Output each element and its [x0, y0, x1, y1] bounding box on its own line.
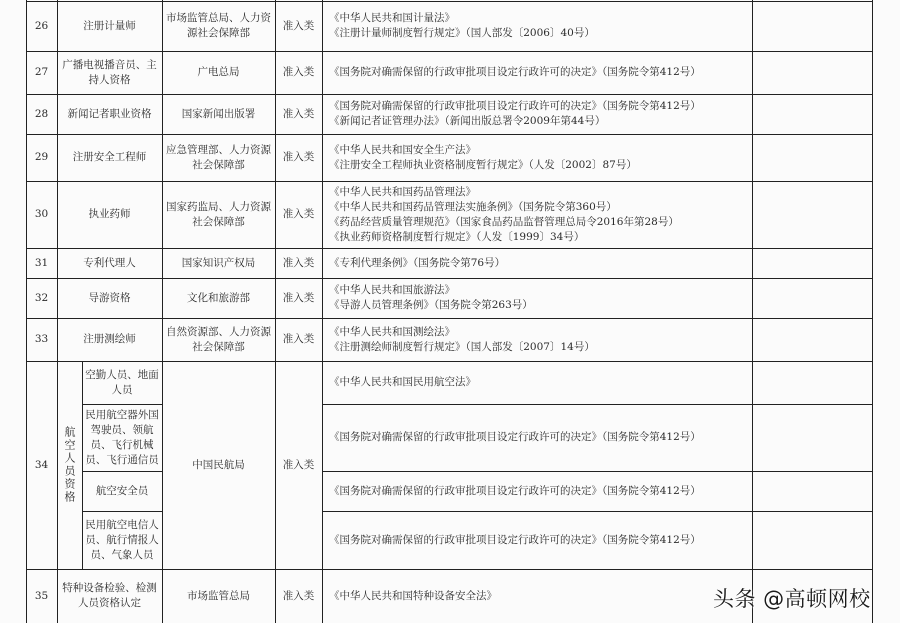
- department-text: 国家药监局、人力资源社会保障部: [166, 200, 271, 228]
- basis-line: 《中华人民共和国药品管理法实施条例》（国务院令第360号）: [329, 200, 617, 213]
- remarks: [752, 181, 872, 248]
- category-text: 准入类: [282, 66, 315, 78]
- category-text: 准入类: [282, 19, 315, 32]
- remarks: [752, 51, 872, 94]
- department: [162, 181, 275, 248]
- basis-line: 《中华人民共和国安全生产法》: [329, 143, 476, 156]
- remarks: [752, 318, 872, 361]
- row-divider: [82, 511, 162, 512]
- remarks: [752, 471, 872, 511]
- department: [162, 51, 275, 94]
- department-text: 中国民航局: [192, 458, 245, 471]
- qualification-name: [57, 248, 162, 278]
- category-text: 准入类: [282, 208, 315, 220]
- column-divider: [26, 0, 27, 623]
- sub-qualification-name: [82, 404, 162, 471]
- legal-basis: [322, 569, 752, 623]
- row-number-text: 27: [34, 66, 49, 78]
- row-divider: [322, 511, 872, 512]
- legal-basis: [322, 51, 752, 94]
- remarks: [752, 278, 872, 318]
- category: [275, 51, 322, 94]
- sub-qualification-name: [82, 361, 162, 404]
- basis-line: 《注册测绘师制度暂行规定》（国人部发〔2007〕14号）: [329, 340, 595, 353]
- row-number-text: 33: [34, 333, 49, 345]
- legal-basis: [322, 248, 752, 278]
- row-number-text: 32: [34, 291, 49, 304]
- qualification-name-text: 新闻记者职业资格: [67, 107, 152, 120]
- qualification-name-text: 注册计量师: [83, 19, 136, 32]
- row-number: [26, 278, 57, 318]
- category: [275, 94, 322, 134]
- qualification-name-text: 特种设备检验、检测人员资格认定: [62, 582, 157, 609]
- basis-line: 《新闻记者证管理办法》（新闻出版总署令2009年第44号）: [329, 115, 606, 127]
- sub-qualification-name: [82, 511, 162, 569]
- legal-basis-text: 《中华人民共和国民用航空法》: [329, 376, 476, 388]
- qualification-name-text: 广播电视播音员、主持人资格: [62, 58, 157, 86]
- department: [162, 361, 275, 569]
- row-number: [26, 569, 57, 623]
- qualification-name-text: 注册安全工程师: [72, 151, 147, 163]
- qualification-name: [57, 51, 162, 94]
- legal-basis: [322, 318, 752, 361]
- row-divider: [322, 404, 872, 405]
- row-divider: [26, 318, 872, 319]
- row-divider: [26, 94, 872, 95]
- basis-line: 《注册计量师制度暂行规定》（国人部发〔2006〕40号）: [329, 27, 595, 39]
- watermark: 头条 @高顿网校: [713, 587, 871, 611]
- category-text: 准入类: [282, 256, 315, 269]
- column-divider: [872, 0, 873, 623]
- sub-qualification-name-text: 民用航空电信人员、航行情报人员、气象人员: [85, 518, 159, 561]
- column-divider: [82, 361, 83, 569]
- legal-basis: [322, 1, 752, 51]
- sub-qualification-name: [82, 471, 162, 511]
- department: [162, 134, 275, 181]
- sub-qualification-name-text: 空勤人员、地面人员: [85, 368, 159, 396]
- qualification-name: [57, 134, 162, 181]
- basis-line: 《国务院对确需保留的行政审批项目设定行政许可的决定》（国务院令第412号）: [329, 66, 701, 78]
- row-divider: [26, 569, 872, 570]
- remarks: [752, 404, 872, 471]
- qualification-name: [57, 94, 162, 134]
- row-divider: [82, 404, 162, 405]
- department-text: 自然资源部、人力资源社会保障部: [166, 325, 271, 353]
- legal-basis-text: 《国务院对确需保留的行政审批项目设定行政许可的决定》（国务院令第412号）: [329, 431, 701, 443]
- row-number-text: 26: [34, 19, 49, 32]
- legal-basis: [322, 134, 752, 181]
- category-text: 准入类: [282, 589, 315, 602]
- qualification-group-text: 航空人员资格: [63, 426, 76, 504]
- basis-line: 《导游人员管理条例》（国务院令第263号）: [329, 299, 533, 311]
- category: [275, 318, 322, 361]
- remarks: [752, 361, 872, 404]
- row-number: [26, 134, 57, 181]
- row-number: [26, 361, 57, 569]
- qualification-name: [57, 318, 162, 361]
- category: [275, 1, 322, 51]
- row-divider: [322, 471, 872, 472]
- row-number-text: 29: [34, 151, 49, 163]
- row-divider: [26, 134, 872, 135]
- column-divider: [322, 0, 323, 623]
- row-number-text: 34: [34, 458, 49, 471]
- qualification-name-text: 注册测绘师: [83, 333, 136, 345]
- remarks: [752, 94, 872, 134]
- remarks: [752, 511, 872, 569]
- department-text: 国家新闻出版署: [181, 107, 256, 120]
- row-divider: [82, 471, 162, 472]
- basis-line: 《中华人民共和国计量法》: [329, 12, 455, 24]
- category-text: 准入类: [282, 291, 315, 304]
- row-number: [26, 94, 57, 134]
- department: [162, 569, 275, 623]
- column-divider: [275, 0, 276, 623]
- row-number-text: 35: [34, 589, 49, 602]
- basis-line: 《中华人民共和国旅游法》: [329, 284, 455, 296]
- qualification-name: [57, 1, 162, 51]
- basis-line: 《国务院对确需保留的行政审批项目设定行政许可的决定》（国务院令第412号）: [329, 100, 701, 112]
- row-number: [26, 51, 57, 94]
- column-divider: [752, 0, 753, 623]
- qualification-name-text: 执业药师: [88, 208, 131, 220]
- legal-basis-text: 《国务院对确需保留的行政审批项目设定行政许可的决定》（国务院令第412号）: [329, 533, 701, 546]
- sub-qualification-name-text: 民用航空器外国驾驶员、领航员、飞行机械员、飞行通信员: [85, 408, 159, 466]
- basis-line: 《中华人民共和国药品管理法》: [329, 185, 476, 198]
- remarks: [752, 1, 872, 51]
- basis-line: 《执业药师资格制度暂行规定》（人发〔1999〕34号）: [329, 230, 585, 243]
- legal-basis: [322, 404, 752, 471]
- row-number-text: 31: [34, 256, 49, 269]
- category: [275, 181, 322, 248]
- qualification-name: [57, 278, 162, 318]
- row-divider: [26, 361, 872, 362]
- legal-basis-text: 《国务院对确需保留的行政审批项目设定行政许可的决定》（国务院令第412号）: [329, 484, 701, 497]
- sub-qualification-name-text: 航空安全员: [95, 484, 149, 497]
- category: [275, 361, 322, 569]
- remarks: [752, 134, 872, 181]
- department-text: 广电总局: [197, 66, 240, 78]
- department-text: 市场监管总局: [187, 589, 250, 602]
- department-text: 市场监管总局、人力资源社会保障部: [166, 12, 271, 39]
- category-text: 准入类: [282, 151, 315, 163]
- qualification-name: [57, 569, 162, 623]
- department: [162, 318, 275, 361]
- column-divider: [57, 0, 58, 623]
- basis-line: 《注册安全工程师执业资格制度暂行规定》（人发〔2002〕87号）: [329, 158, 637, 171]
- legal-basis: [322, 181, 752, 248]
- qualification-name: [57, 181, 162, 248]
- department: [162, 94, 275, 134]
- row-number: [26, 248, 57, 278]
- legal-basis: [322, 511, 752, 569]
- legal-basis: [322, 471, 752, 511]
- category-text: 准入类: [282, 333, 315, 345]
- row-divider: [26, 248, 872, 249]
- column-divider: [162, 0, 163, 623]
- row-number: [26, 181, 57, 248]
- qualification-name-text: 导游资格: [88, 291, 131, 304]
- category-text: 准入类: [282, 107, 315, 120]
- basis-line: 《专利代理条例》（国务院令第76号）: [329, 256, 506, 269]
- department-text: 国家知识产权局: [181, 256, 256, 269]
- legal-basis: [322, 278, 752, 318]
- remarks: [752, 248, 872, 278]
- category: [275, 134, 322, 181]
- row-number-text: 30: [34, 208, 49, 220]
- row-divider: [26, 278, 872, 279]
- qualification-group: [57, 361, 82, 569]
- row-divider: [26, 51, 872, 52]
- category: [275, 278, 322, 318]
- row-number-text: 28: [34, 107, 49, 120]
- department: [162, 248, 275, 278]
- basis-line: 《中华人民共和国测绘法》: [329, 325, 455, 338]
- basis-line: 《药品经营质量管理规范》（国家食品药品监督管理总局令2016年第28号）: [329, 215, 679, 228]
- qualification-name-text: 专利代理人: [83, 256, 136, 269]
- department: [162, 1, 275, 51]
- category: [275, 248, 322, 278]
- category: [275, 569, 322, 623]
- row-number: [26, 1, 57, 51]
- basis-line: 《中华人民共和国特种设备安全法》: [329, 589, 497, 602]
- department-text: 应急管理部、人力资源社会保障部: [166, 143, 271, 171]
- row-number: [26, 318, 57, 361]
- department-text: 文化和旅游部: [187, 291, 250, 304]
- legal-basis: [322, 94, 752, 134]
- legal-basis: [322, 361, 752, 404]
- department: [162, 278, 275, 318]
- row-divider: [26, 181, 872, 182]
- category-text: 准入类: [282, 458, 315, 471]
- row-divider: [26, 1, 872, 2]
